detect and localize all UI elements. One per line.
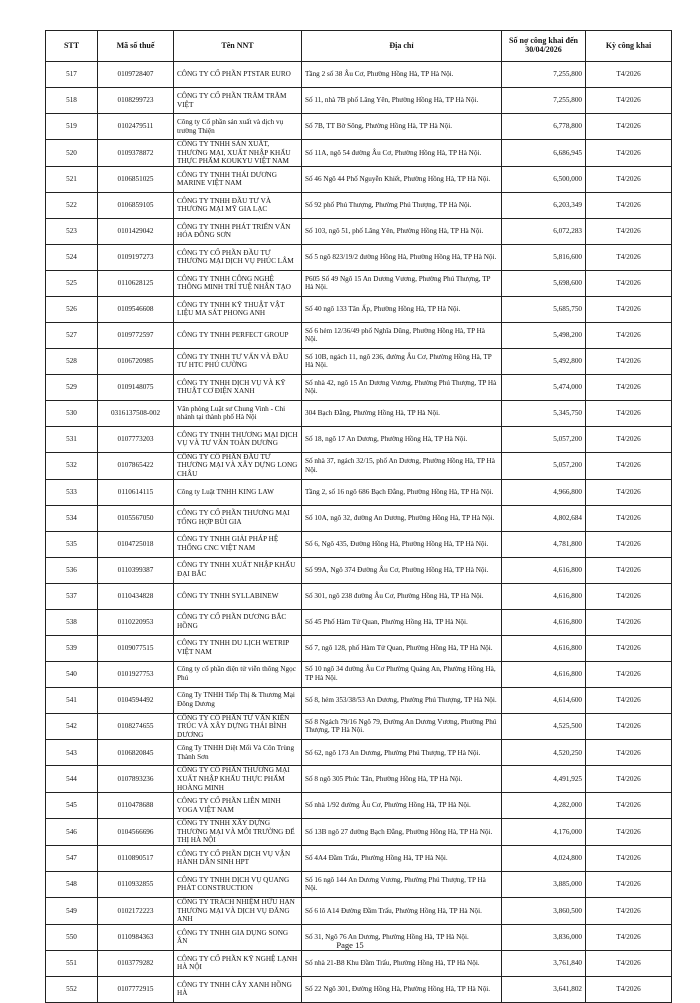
row-stt: 523 [46,218,98,244]
row-debt-amount: 4,616,800 [502,583,586,609]
row-taxpayer-name: CÔNG TY CỔ PHẦN ĐẦU TƯ THƯƠNG MẠI DỊCH VỤ PHÚC LÂM [174,244,302,270]
row-debt-amount: 4,802,684 [502,505,586,531]
row-debt-amount: 4,176,000 [502,819,586,846]
row-taxpayer-name: CÔNG TY TNHH XUẤT NHẬP KHẨU ĐẠI BẮC [174,557,302,583]
row-taxpayer-name: CÔNG TY TNHH CÔNG NGHỆ THÔNG MINH TRÍ TUỆ NHÂN TẠO [174,270,302,296]
row-disclosure-period: T4/2026 [586,192,672,218]
row-stt: 551 [46,950,98,976]
row-disclosure-period: T4/2026 [586,713,672,740]
row-tax-code: 0108299723 [98,88,174,114]
row-tax-code: 0104725018 [98,531,174,557]
row-disclosure-period: T4/2026 [586,479,672,505]
row-taxpayer-name: CÔNG TY TNHH KỸ THUẬT VẬT LIỆU MA SÁT PHONG ANH [174,296,302,322]
row-taxpayer-name: CÔNG TY CỔ PHẦN DƯƠNG BẮC HỒNG [174,609,302,635]
row-tax-code: 0109546608 [98,296,174,322]
table-row [46,374,672,400]
table-body [46,62,672,1003]
table-row [46,845,672,871]
header-stt: STT [46,31,98,62]
row-address: Số 13B ngõ 27 đường Bạch Đằng, Phường Hồng Hà, TP Hà Nội. [302,819,502,846]
row-tax-code: 0106859105 [98,192,174,218]
row-stt: 542 [46,713,98,740]
row-debt-amount: 5,057,200 [502,426,586,452]
row-disclosure-period: T4/2026 [586,218,672,244]
row-stt: 537 [46,583,98,609]
table-row [46,426,672,452]
row-taxpayer-name: CÔNG TY CỔ PHẦN TRĂM TRĂM VIỆT [174,88,302,114]
table-row [46,557,672,583]
row-stt: 538 [46,609,98,635]
row-taxpayer-name: CÔNG TY TNHH THƯƠNG MẠI DỊCH VỤ VÀ TƯ VẤN TOÀN DƯƠNG [174,426,302,452]
row-debt-amount: 6,686,945 [502,140,586,167]
row-tax-code: 0104594492 [98,687,174,713]
row-tax-code: 0109148075 [98,374,174,400]
row-tax-code: 0103779282 [98,950,174,976]
row-taxpayer-name: CÔNG TY CỔ PHẦN KỸ NGHỆ LẠNH HÀ NỘI [174,950,302,976]
row-address: Tầng 2, số 16 ngõ 686 Bạch Đằng, Phường Hồng Hà, TP Hà Nội. [302,479,502,505]
row-debt-amount: 7,255,800 [502,88,586,114]
table-row [46,244,672,270]
row-address: Số 6, Ngõ 435, Đường Hồng Hà, Phường Hồng Hà, TP Hà Nội. [302,531,502,557]
row-address: Số 6 lô A14 Đường Đầm Trấu, Phường Hồng Hà, TP Hà Nội. [302,897,502,924]
row-debt-amount: 4,616,800 [502,635,586,661]
row-disclosure-period: T4/2026 [586,374,672,400]
row-stt: 529 [46,374,98,400]
row-address: Số nhà 21-B8 Khu Đầm Trấu, Phường Hồng Hà, TP Hà Nội. [302,950,502,976]
row-taxpayer-name: CÔNG TY CỔ PHẦN DỊCH VỤ VẬN HÀNH DÂN SINH HPT [174,845,302,871]
row-debt-amount: 4,491,925 [502,766,586,793]
row-tax-code: 0110614115 [98,479,174,505]
row-debt-amount: 4,520,250 [502,740,586,766]
header-taxpayer-name: Tên NNT [174,31,302,62]
row-debt-amount: 4,781,800 [502,531,586,557]
row-address: Số 16 ngõ 144 An Dương Vương, Phường Phú Thượng, TP Hà Nội. [302,871,502,897]
row-tax-code: 0107893236 [98,766,174,793]
row-address: Số 45 Phố Hàm Tử Quan, Phường Hồng Hà, TP Hà Nội. [302,609,502,635]
row-address: Số 10 ngõ 34 đường Âu Cơ Phường Quảng An, Phường Hồng Hà, TP Hà Nội. [302,661,502,687]
row-disclosure-period: T4/2026 [586,166,672,192]
table-row [46,897,672,924]
row-address: Số 11, nhà 7B phố Lãng Yên, Phường Hồng Hà, TP Hà Nội. [302,88,502,114]
table-row [46,218,672,244]
table-row [46,740,672,766]
row-tax-code: 0110932855 [98,871,174,897]
row-debt-amount: 4,616,800 [502,609,586,635]
row-debt-amount: 6,072,283 [502,218,586,244]
row-disclosure-period: T4/2026 [586,583,672,609]
table-row [46,793,672,819]
row-disclosure-period: T4/2026 [586,140,672,167]
table-row [46,976,672,1002]
row-taxpayer-name: CÔNG TY CỔ PHẦN LIÊN MINH YOGA VIỆT NAM [174,793,302,819]
table-row [46,62,672,88]
row-disclosure-period: T4/2026 [586,687,672,713]
row-taxpayer-name: CÔNG TY TNHH THÁI DƯƠNG MARINE VIỆT NAM [174,166,302,192]
row-disclosure-period: T4/2026 [586,452,672,479]
row-debt-amount: 3,885,000 [502,871,586,897]
table-row [46,348,672,374]
row-disclosure-period: T4/2026 [586,924,672,950]
row-stt: 522 [46,192,98,218]
row-disclosure-period: T4/2026 [586,766,672,793]
row-stt: 539 [46,635,98,661]
row-tax-code: 0109772597 [98,322,174,348]
row-taxpayer-name: CÔNG TY TNHH DỊCH VỤ VÀ KỸ THUẬT CƠ ĐIỆN XANH [174,374,302,400]
row-tax-code: 0110628125 [98,270,174,296]
row-address: Số 8 ngõ 305 Phúc Tân, Phường Hồng Hà, TP Hà Nội. [302,766,502,793]
row-tax-code: 0107773203 [98,426,174,452]
row-tax-code: 0102479511 [98,114,174,140]
row-address: Số 31, Ngõ 76 An Dương, Phường Hồng Hà, TP Hà Nội. [302,924,502,950]
row-disclosure-period: T4/2026 [586,426,672,452]
row-debt-amount: 4,024,800 [502,845,586,871]
row-address: Số 7B, TT Bờ Sông, Phường Hồng Hà, TP Hà Nội. [302,114,502,140]
row-stt: 540 [46,661,98,687]
table-row [46,819,672,846]
row-taxpayer-name: Công Ty TNHH Tiếp Thị & Thương Mại Đông Dương [174,687,302,713]
table-row [46,88,672,114]
row-tax-code: 0110220953 [98,609,174,635]
tax-debt-table [45,30,672,1003]
row-debt-amount: 6,500,000 [502,166,586,192]
row-taxpayer-name: Công ty Cổ phần sản xuất và dịch vụ trường Thiện [174,114,302,140]
row-taxpayer-name: CÔNG TY CỔ PHẦN THƯƠNG MẠI XUẤT NHẬP KHẨU THỰC PHẨM HOÀNG MINH [174,766,302,793]
row-taxpayer-name: Công Ty TNHH Diệt Mối Và Côn Trùng Thành Sơn [174,740,302,766]
row-address: Số 6 hẻm 12/36/49 phố Nghĩa Dũng, Phường Hồng Hà, TP Hà Nội. [302,322,502,348]
row-address: Số 5 ngõ 823/19/2 đường Hồng Hà, Phường Hồng Hà, TP Hà Nội. [302,244,502,270]
row-stt: 517 [46,62,98,88]
row-address: Tầng 2 số 38 Âu Cơ, Phường Hồng Hà, TP Hà Nội. [302,62,502,88]
row-stt: 546 [46,819,98,846]
table-row [46,871,672,897]
table-row [46,950,672,976]
row-address: Số 301, ngõ 238 đường Âu Cơ, Phường Hồng Hà, TP Hà Nội. [302,583,502,609]
row-stt: 541 [46,687,98,713]
row-taxpayer-name: CÔNG TY TNHH XÂY DỰNG THƯƠNG MẠI VÀ MÔI TRƯỜNG ĐỂ THỊ HÀ NỘI [174,819,302,846]
row-disclosure-period: T4/2026 [586,88,672,114]
row-stt: 543 [46,740,98,766]
row-tax-code: 0110478688 [98,793,174,819]
row-disclosure-period: T4/2026 [586,557,672,583]
row-debt-amount: 4,616,800 [502,661,586,687]
row-disclosure-period: T4/2026 [586,950,672,976]
row-tax-code: 0106851025 [98,166,174,192]
row-tax-code: 0106720985 [98,348,174,374]
row-address: Số 103, ngõ 51, phố Lãng Yên, Phường Hồng Hà, TP Hà Nội. [302,218,502,244]
row-disclosure-period: T4/2026 [586,661,672,687]
table-row [46,635,672,661]
row-debt-amount: 5,498,200 [502,322,586,348]
row-disclosure-period: T4/2026 [586,871,672,897]
table-row [46,400,672,426]
row-stt: 534 [46,505,98,531]
row-address: Số 7, ngõ 128, phố Hàm Tử Quan, Phường Hồng Hà, TP Hà Nội. [302,635,502,661]
row-stt: 531 [46,426,98,452]
row-debt-amount: 3,761,840 [502,950,586,976]
row-debt-amount: 5,474,000 [502,374,586,400]
row-disclosure-period: T4/2026 [586,114,672,140]
table-row [46,687,672,713]
row-address: Số 92 phố Phú Thượng, Phường Phú Thượng, TP Hà Nội. [302,192,502,218]
row-disclosure-period: T4/2026 [586,531,672,557]
row-address: Số 46 Ngõ 44 Phố Nguyễn Khiết, Phường Hồng Hà, TP Hà Nội. [302,166,502,192]
row-disclosure-period: T4/2026 [586,400,672,426]
header-disclosure-period: Kỳ công khai [586,31,672,62]
row-debt-amount: 4,966,800 [502,479,586,505]
row-disclosure-period: T4/2026 [586,244,672,270]
row-address: Số 8 Ngách 79/16 Ngõ 79, Đường An Dương Vương, Phường Phú Thượng, TP Hà Nội. [302,713,502,740]
row-tax-code: 0105567050 [98,505,174,531]
row-stt: 545 [46,793,98,819]
table-row [46,452,672,479]
row-disclosure-period: T4/2026 [586,845,672,871]
row-debt-amount: 5,685,750 [502,296,586,322]
row-disclosure-period: T4/2026 [586,270,672,296]
row-debt-amount: 4,616,800 [502,557,586,583]
row-debt-amount: 3,836,000 [502,924,586,950]
row-address: Số nhà 42, ngõ 15 An Dương Vương, Phường Phú Thượng, TP Hà Nội. [302,374,502,400]
table-row [46,114,672,140]
row-tax-code: 0107865422 [98,452,174,479]
row-taxpayer-name: Văn phòng Luật sư Chung Vinh - Chi nhánh tại thành phố Hà Nội [174,400,302,426]
row-disclosure-period: T4/2026 [586,296,672,322]
row-taxpayer-name: CÔNG TY CỔ PHẦN TƯ VẤN KIẾN TRÚC VÀ XÂY DỰNG THÁI BÌNH DƯƠNG [174,713,302,740]
row-stt: 525 [46,270,98,296]
row-debt-amount: 6,778,800 [502,114,586,140]
row-stt: 533 [46,479,98,505]
row-taxpayer-name: CÔNG TY TNHH DỊCH VỤ QUANG PHÁT CONSTRUCTION [174,871,302,897]
row-tax-code: 0104566696 [98,819,174,846]
row-taxpayer-name: CÔNG TY TNHH CÂY XANH HỒNG HÀ [174,976,302,1002]
row-stt: 549 [46,897,98,924]
row-stt: 528 [46,348,98,374]
row-debt-amount: 3,860,500 [502,897,586,924]
row-debt-amount: 3,641,802 [502,976,586,1002]
row-address: Số 99A, Ngõ 374 Đường Âu Cơ, Phường Hồng Hà, TP Hà Nội. [302,557,502,583]
row-address: Số 10A, ngõ 32, đường An Dương, Phường Hồng Hà, TP Hà Nội. [302,505,502,531]
row-taxpayer-name: Công ty Luật TNHH KING LAW [174,479,302,505]
row-tax-code: 0101927753 [98,661,174,687]
row-tax-code: 0109378872 [98,140,174,167]
table-row [46,270,672,296]
row-debt-amount: 5,492,800 [502,348,586,374]
row-address: P605 Số 49 Ngõ 15 An Dương Vương, Phường Phú Thượng, TP Hà Nội. [302,270,502,296]
row-debt-amount: 5,345,750 [502,400,586,426]
table-row [46,713,672,740]
header-tax-code: Mã số thuế [98,31,174,62]
row-taxpayer-name: Công ty cổ phần điện tử viễn thông Ngọc Phú [174,661,302,687]
row-stt: 530 [46,400,98,426]
row-debt-amount: 4,614,600 [502,687,586,713]
row-tax-code: 0102172223 [98,897,174,924]
table-row [46,609,672,635]
row-taxpayer-name: CÔNG TY TNHH GIA DỤNG SONG ÂN [174,924,302,950]
row-tax-code: 0110399387 [98,557,174,583]
row-stt: 552 [46,976,98,1002]
row-stt: 544 [46,766,98,793]
row-taxpayer-name: CÔNG TY TNHH PERFECT GROUP [174,322,302,348]
header-address: Địa chỉ [302,31,502,62]
row-disclosure-period: T4/2026 [586,62,672,88]
row-address: Số 18, ngõ 17 An Dương, Phường Hồng Hà, TP Hà Nội. [302,426,502,452]
row-taxpayer-name: CÔNG TY TRÁCH NHIỆM HỮU HẠN THƯƠNG MẠI VÀ DỊCH VỤ ĐĂNG ANH [174,897,302,924]
table-row [46,661,672,687]
row-stt: 524 [46,244,98,270]
row-disclosure-period: T4/2026 [586,740,672,766]
table-header [46,31,672,62]
table-row [46,322,672,348]
row-stt: 548 [46,871,98,897]
row-taxpayer-name: CÔNG TY TNHH TƯ VẤN VÀ ĐẦU TƯ HTC PHÚ CƯỜNG [174,348,302,374]
row-debt-amount: 4,525,500 [502,713,586,740]
row-address: Số 22 Ngõ 301, Đường Hồng Hà, Phường Hồng Hà, TP Hà Nội. [302,976,502,1002]
table-row [46,479,672,505]
row-address: 304 Bạch Đằng, Phường Hồng Hà, TP Hà Nội. [302,400,502,426]
row-address: Số 40 ngõ 133 Tân Ấp, Phường Hồng Hà, TP Hà Nội. [302,296,502,322]
row-debt-amount: 5,816,600 [502,244,586,270]
row-tax-code: 0110984363 [98,924,174,950]
row-debt-amount: 5,057,200 [502,452,586,479]
row-disclosure-period: T4/2026 [586,897,672,924]
header-debt-amount: Số nợ công khai đến 30/04/2026 [502,31,586,62]
row-stt: 518 [46,88,98,114]
row-tax-code: 0108274655 [98,713,174,740]
row-taxpayer-name: CÔNG TY CỔ PHẦN PTSTAR EURO [174,62,302,88]
table-row [46,766,672,793]
row-disclosure-period: T4/2026 [586,976,672,1002]
table-row [46,192,672,218]
row-taxpayer-name: CÔNG TY TNHH SẢN XUẤT, THƯƠNG MẠI, XUẤT NHẬP KHẨU THỰC PHẨM KOUKYU VIỆT NAM [174,140,302,167]
row-taxpayer-name: CÔNG TY CỔ PHẦN THƯƠNG MẠI TỔNG HỢP BÙI GIA [174,505,302,531]
row-stt: 532 [46,452,98,479]
row-taxpayer-name: CÔNG TY TNHH GIẢI PHÁP HỆ THỐNG CNC VIỆT NAM [174,531,302,557]
row-taxpayer-name: CÔNG TY TNHH SYLLABINEW [174,583,302,609]
row-disclosure-period: T4/2026 [586,819,672,846]
row-stt: 519 [46,114,98,140]
row-tax-code: 0316137508-002 [98,400,174,426]
table-row [46,583,672,609]
table-row [46,505,672,531]
row-stt: 536 [46,557,98,583]
row-disclosure-period: T4/2026 [586,609,672,635]
row-tax-code: 0109077515 [98,635,174,661]
row-address: Số 10B, ngách 11, ngõ 236, đường Âu Cơ, Phường Hồng Hà, TP Hà Nội. [302,348,502,374]
row-tax-code: 0101429042 [98,218,174,244]
row-disclosure-period: T4/2026 [586,505,672,531]
row-tax-code: 0106820845 [98,740,174,766]
row-stt: 527 [46,322,98,348]
row-disclosure-period: T4/2026 [586,635,672,661]
row-stt: 547 [46,845,98,871]
row-tax-code: 0110890517 [98,845,174,871]
row-taxpayer-name: CÔNG TY TNHH ĐẦU TƯ VÀ THƯƠNG MẠI MỸ GIA LẠC [174,192,302,218]
row-debt-amount: 5,698,600 [502,270,586,296]
row-tax-code: 0109728407 [98,62,174,88]
row-address: Số 8, hẻm 353/38/53 An Dương, Phường Phú Thượng, TP Hà Nội. [302,687,502,713]
row-stt: 535 [46,531,98,557]
row-tax-code: 0110434828 [98,583,174,609]
row-stt: 521 [46,166,98,192]
table-row [46,296,672,322]
row-address: Số 4A4 Đầm Trấu, Phường Hồng Hà, TP Hà Nội. [302,845,502,871]
row-debt-amount: 7,255,800 [502,62,586,88]
table-row [46,166,672,192]
row-address: Số nhà 1/92 đường Âu Cơ, Phường Hồng Hà, TP Hà Nội. [302,793,502,819]
row-stt: 550 [46,924,98,950]
row-stt: 520 [46,140,98,167]
row-debt-amount: 4,282,000 [502,793,586,819]
row-disclosure-period: T4/2026 [586,348,672,374]
row-taxpayer-name: CÔNG TY TNHH PHÁT TRIỂN VĂN HÓA ĐÔNG SƠN [174,218,302,244]
row-tax-code: 0107772915 [98,976,174,1002]
row-taxpayer-name: CÔNG TY CỔ PHẦN ĐẦU TƯ THƯƠNG MẠI VÀ XÂY DỰNG LONG CHÂU [174,452,302,479]
page-number: Page 15 [336,940,364,950]
row-disclosure-period: T4/2026 [586,793,672,819]
row-address: Số nhà 37, ngách 32/15, phố An Dương, Phường Hồng Hà, TP Hà Nội. [302,452,502,479]
row-stt: 526 [46,296,98,322]
row-taxpayer-name: CÔNG TY TNHH DU LỊCH WETRIP VIỆT NAM [174,635,302,661]
row-debt-amount: 6,203,349 [502,192,586,218]
table-row [46,140,672,167]
row-address: Số 62, ngõ 173 An Dương, Phường Phú Thượng, TP Hà Nội. [302,740,502,766]
row-tax-code: 0109197273 [98,244,174,270]
row-disclosure-period: T4/2026 [586,322,672,348]
table-row [46,531,672,557]
row-address: Số 11A, ngõ 54 đường Âu Cơ, Phường Hồng Hà, TP Hà Nội. [302,140,502,167]
